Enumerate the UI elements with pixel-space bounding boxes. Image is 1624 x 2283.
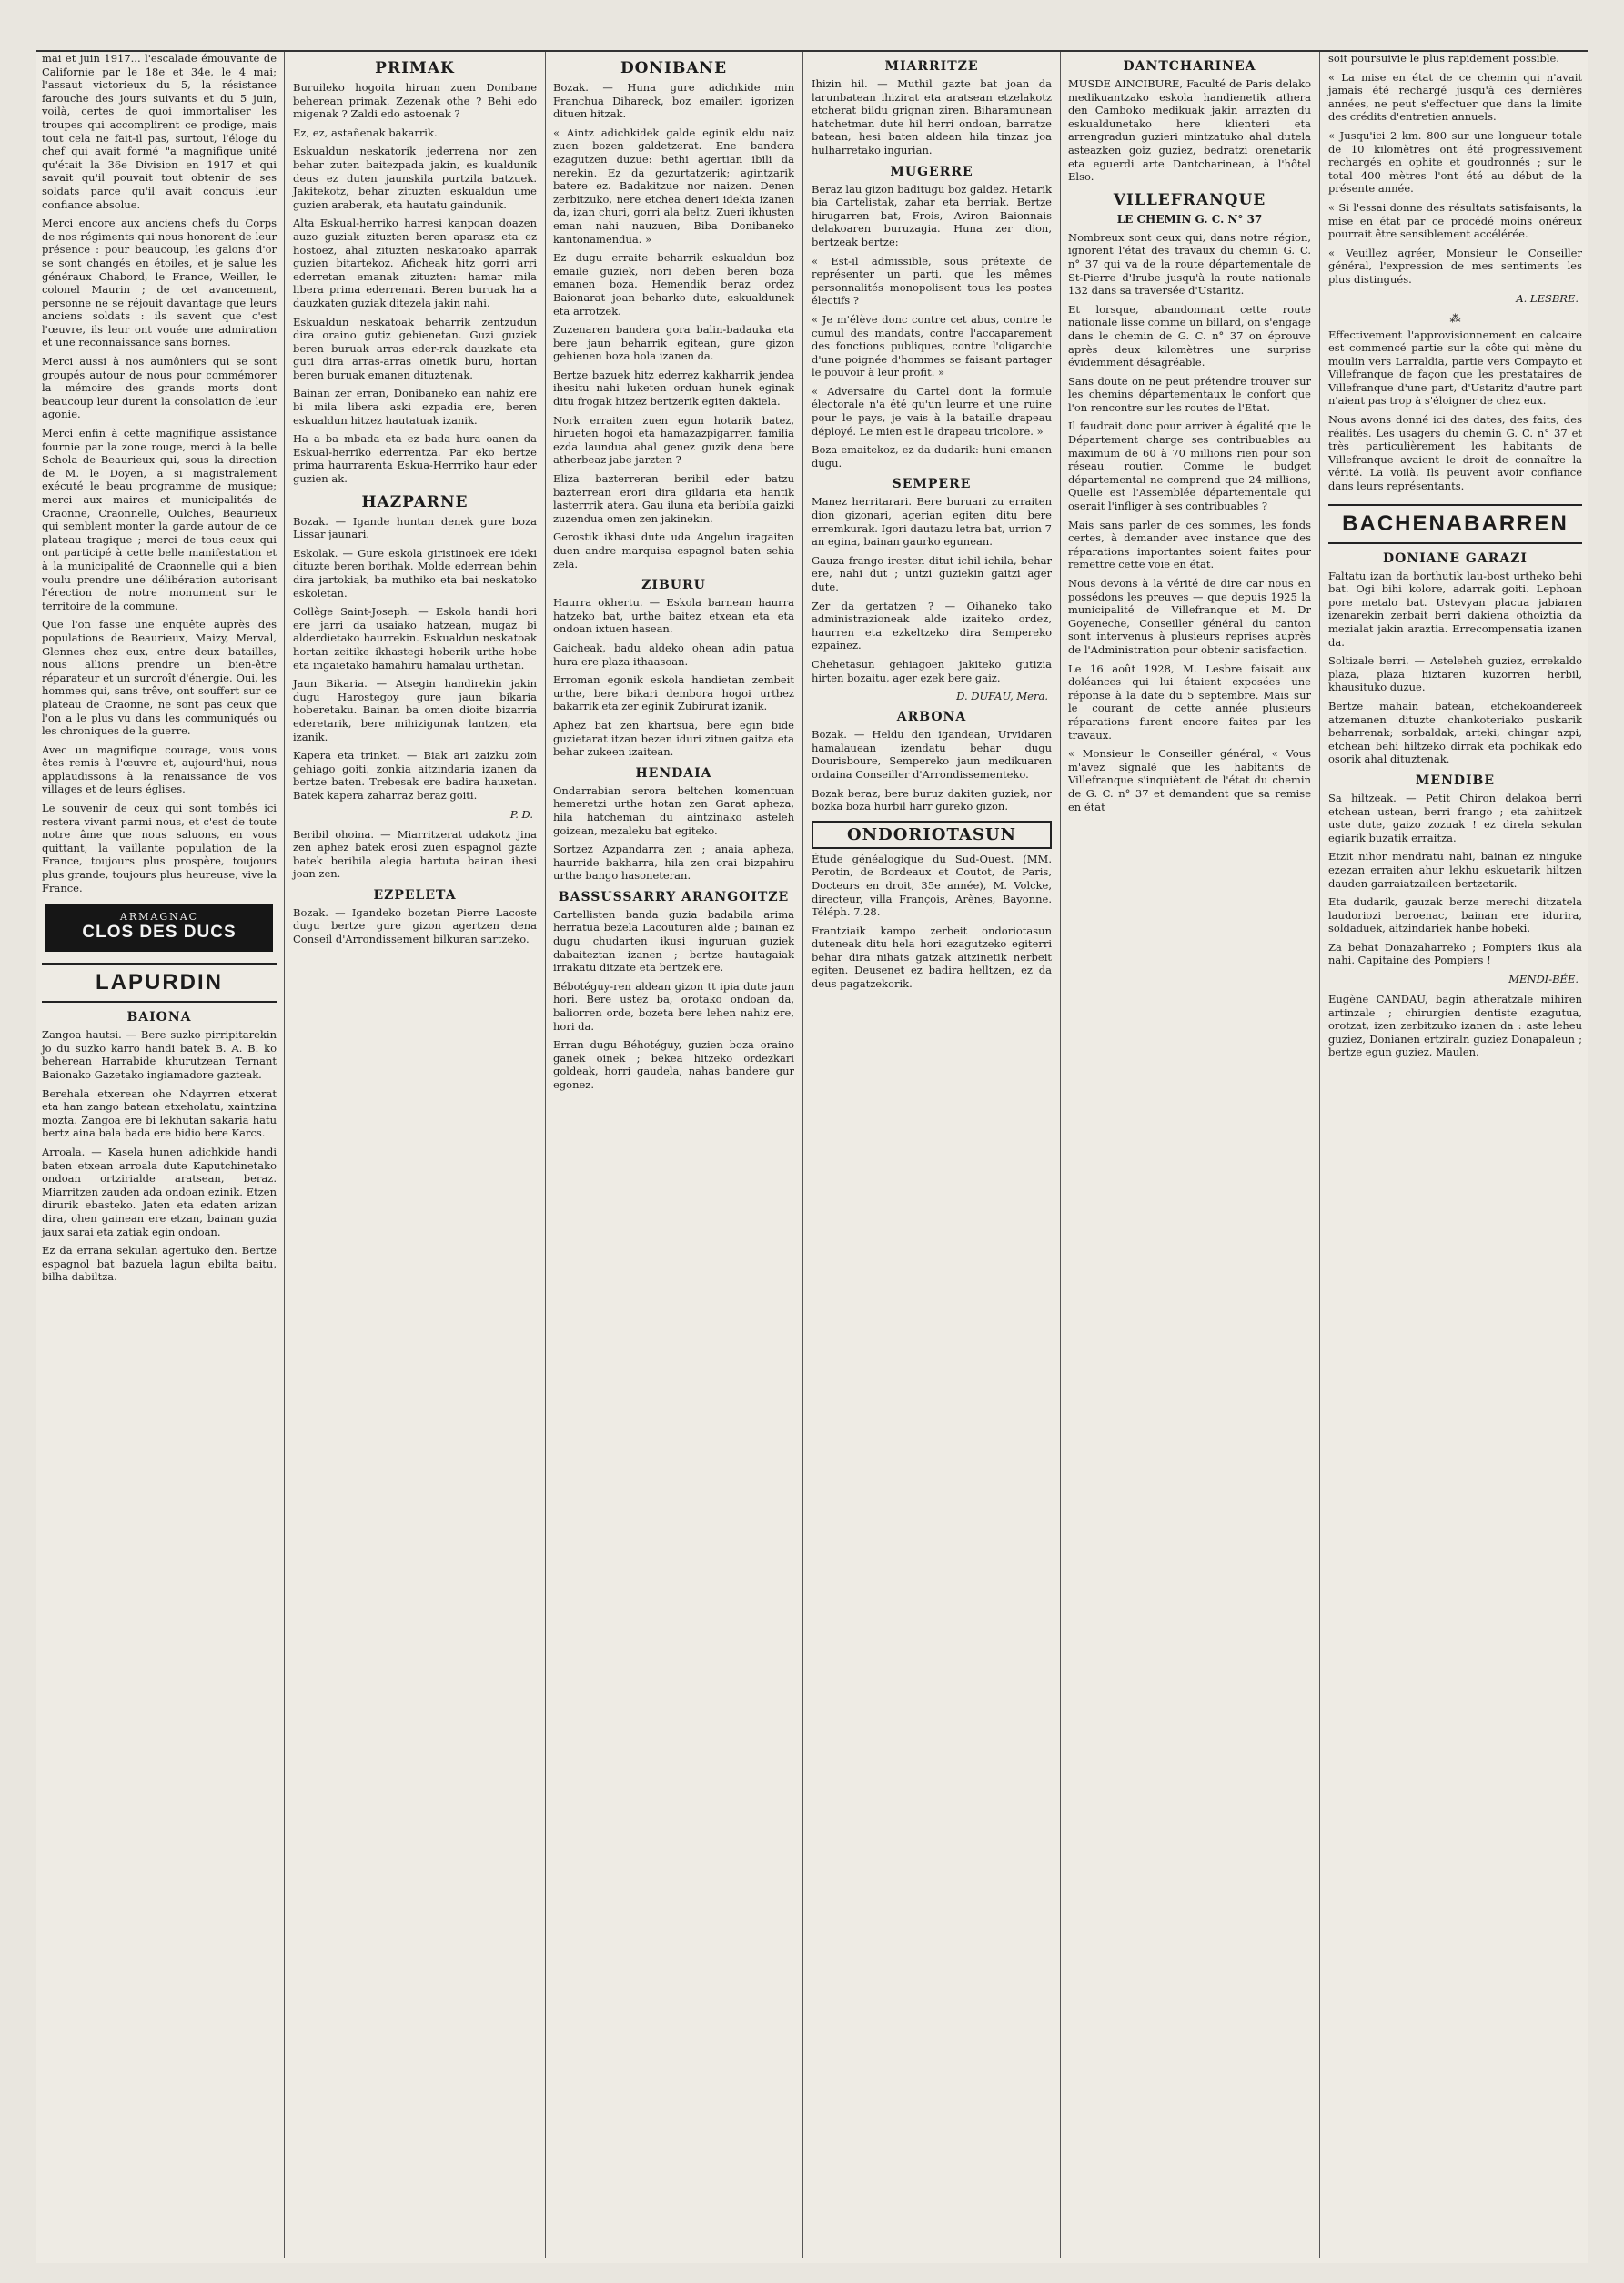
article-paragraph: Za behat Donazaharreko ; Pompiers ikus ala nahi. Capitaine des Pompiers ! — [1328, 940, 1582, 967]
article-paragraph: Il faudrait donc pour arriver à égalité que le Département charge ses contribuables au maximum de 60 à 70 millions rien pour son réseau routier. Comme le budget départemental ne comprend que 24 millions, Quelle est l'Assemblée départementale qui oserait l'infliger à ses contribuables ? — [1068, 419, 1311, 513]
section-heading: ZIBURU — [641, 578, 706, 593]
article-paragraph: Zer da gertatzen ? — Oihaneko tako administrazioneak alde izaiteko ordez, haurren eta ezkeltzeko dira Sempereko ezpainez. — [812, 599, 1052, 652]
article-paragraph: Zangoa hautsi. — Bere suzko pirripitarekin jo du suzko karro handi batek B. A. B. ko beherean Harrabide khurutzean Ternant Baionako Gazetako ingiamadore gazteak. — [42, 1028, 277, 1081]
article-paragraph: MUSDE AINCIBURE, Faculté de Paris delako medikuantzako eskola handienetik athera den Camboko medikuak jakin arrazten du eskualdunetako here klienteri eta arrengradun guzieri mintzatuko ahal dutela asteazken goiz guziez, bedratzi orenetarik eta eguerdi arte Dantcharinean, à l'hôtel Elso. — [1068, 77, 1311, 184]
article-paragraph: Gerostik ikhasi dute uda Angelun iragaiten duen andre marquisa espagnol baten sehia zela. — [553, 530, 794, 571]
article-paragraph: Eskualdun neskatorik jederrena nor zen behar zuten baitezpada jakin, es kualdunik deus ez duten jaunskila purtzila batzuek. Jakitekotz, behar zituzten eskualdun ume guzien araberak, eta hautatu gaindunik. — [293, 145, 537, 211]
section-heading: VILLEFRANQUE — [1113, 190, 1266, 209]
column-rule — [545, 52, 546, 2258]
article-paragraph: Haurra okhertu. — Eskola barnean haurra hatzeko bat, urthe baitez etxean eta eta ondoan ixtuen hasean. — [553, 596, 794, 636]
article-paragraph: Etzit nihor mendratu nahi, bainan ez ninguke ezezan erraiten ahur lekhu eskuetarik hiltzen dauden garraiatzaileen bertzetarik. — [1328, 850, 1582, 890]
article-paragraph: Beraz lau gizon baditugu boz galdez. Hetarik bia Cartelistak, zahar eta berriak. Bertze hirugarren bat, Frois, Aviron Baionnais delakoaren buruzagia. Huna zer dion, bertzeak bertze: — [812, 182, 1052, 248]
article-paragraph: Ez dugu erraite beharrik eskualdun boz emaile guziek, nori deben beren boza emanen boza. Hemendik beraz ordez Baionarat joan beharko dute, eskualdunek eta arrotzek. — [553, 251, 794, 318]
article-paragraph: Ez da errana sekulan agertuko den. Bertze espagnol bat bazuela lagun ebilta baitu, bilha dabiltza. — [42, 1244, 277, 1284]
article-paragraph: Eskualdun neskatoak beharrik zentzudun dira oraino gutiz gehienetan. Guzi guziek beren buruak arras eder-rak dauzkate eta guti dira arras-arras oinetik buru, hortan beren buruak emanen dituztenak. — [293, 315, 537, 381]
author-signature: P. D. — [509, 807, 533, 821]
section-heading: MIARRITZE — [884, 59, 979, 74]
column-2 — [287, 52, 542, 2258]
article-paragraph: Kapera eta trinket. — Biak ari zaizku zoin gehiago goiti, zonkia aitzindaria izanen da bertze baten. Trebesak ere badira hauxetan. Batek kapera zaharraz beraz goiti. — [293, 749, 537, 802]
article-paragraph: Merci enfin à cette magnifique assistance fournie par la zone rouge, merci à la belle Schola de Beaurieux qui, sous la direction de M. le Doyen, a si magistralement exécuté le beau programme de musique; merci aux maires et municipalités de Craonne, Craonnelle, Oulches, Beaurieux qui semblent monter la garde autour de ce plateau tragique ; merci de tous ceux qui ont participé à cette belle manifestation et à la municipalité de Craonnelle qui a bien voulu prendre une délibération autorisant l'érection de notre monument sur le territoire de la commune. — [42, 427, 277, 612]
ad-line-2: CLOS DES DUCS — [82, 923, 237, 943]
article-paragraph: Et lorsque, abandonnant cette route nationale lisse comme un billard, on s'engage dans le chemin de G. C. n° 37 on éprouve après deux kilomètres une surprise évidemment désagréable. — [1068, 302, 1311, 369]
section-heading: BASSUSSARRY ARANGOITZE — [558, 889, 790, 904]
section-heading: HAZPARNE — [361, 492, 469, 511]
section-heading: EZPELETA — [373, 887, 457, 903]
article-paragraph: Bozak beraz, bere buruz dakiten guziek, nor bozka boza hurbil harr gureko gizon. — [812, 786, 1052, 813]
article-paragraph: Ondarrabian serora beltchen komentuan hemeretzi urthe hotan zen Garat apheza, hila hatcheman du aintzinako asteleh goizean, mezaleku bat egiteko. — [553, 783, 794, 837]
article-paragraph: Nous devons à la vérité de dire car nous en possédons les preuves — que depuis 1925 la municipalité de Villefranque et M. Dr Goyeneche, Conseiller général du canton sont intervenus à plusieurs reprises auprès de l'Administration pour obtenir satisfaction. — [1068, 577, 1311, 656]
section-heading: MENDIBE — [1415, 773, 1496, 788]
article-paragraph: Que l'on fasse une enquête auprès des populations de Beaurieux, Maizy, Merval, Glennes chez eux, entre deux batailles, nous allions prendre un bien-être réparateur et un surcroît d'énergie. Oui, les hommes qui, sans trêve, ont souffert sur ce plateau de Craonne, ne sont pas ceux que l'on a le plus vu dans les communiqués ou les chroniques de la guerre. — [42, 618, 277, 738]
article-paragraph: Bertze mahain batean, etchekoandereek atzemanen dituzte chankoteriako puskarik beharrenak; sorbaldak, arteki, chingar azpi, etchean behi hiltzeko dirrak eta pochikak edo osorik ahal dituztenak. — [1328, 699, 1582, 766]
region-heading: LAPURDIN — [42, 963, 277, 1003]
article-paragraph: Erroman egonik eskola handietan zembeit urthe, bere bikari dembora hogoi urthez bakarrik eta zer eginik Zubirurat izanik. — [553, 673, 794, 713]
article-paragraph: Bozak. — Igande huntan denek gure boza Lissar jaunari. — [293, 514, 537, 541]
section-heading: ONDORIOTASUN — [812, 821, 1052, 849]
newspaper-page — [36, 50, 1588, 2263]
author-signature: A. LESBRE. — [1516, 291, 1579, 305]
article-paragraph: Sans doute on ne peut prétendre trouver sur les chemins départementaux le confort que l'on rencontre sur les routes de l'Etat. — [1068, 374, 1311, 414]
article-paragraph: Le 16 août 1928, M. Lesbre faisait aux doléances qui lui étaient exposées une réponse à la date du 5 septembre. Mais sur le courant de cette année plusieurs réparations furent encore faites par les travaux. — [1068, 662, 1311, 742]
article-paragraph: Soltizale berri. — Asteleheh guziez, errekaldo plaza, plaza hiztaren kuzorren herbil, khausituko duzue. — [1328, 654, 1582, 694]
column-rule — [1319, 52, 1320, 2258]
article-paragraph: « Si l'essai donne des résultats satisfaisants, la mise en état par ce procédé moins onéreux pourrait être sensiblement accélérée. — [1328, 200, 1582, 241]
article-paragraph: Bozak. — Huna gure adichkide min Franchua Dihareck, boz emaileri igorizen dituen hitzak. — [553, 81, 794, 121]
article-paragraph: Boza emaitekoz, ez da dudarik: huni emanen dugu. — [812, 443, 1052, 470]
section-heading: DONIBANE — [620, 59, 728, 77]
article-subheading: LE CHEMIN G. C. N° 37 — [1116, 212, 1263, 226]
article-paragraph: Ez, ez, astañenak bakarrik. — [293, 126, 438, 139]
article-paragraph: Cartellisten banda guzia badabila arima herratua bezela Lacouturen alde ; bainan ez dugu chudarten ikusi inguruan guziek dabaiteztan izanen ; bertze hautagaiak irrakatu ditzate eta bertzek ere. — [553, 907, 794, 975]
article-paragraph: Sa hiltzeak. — Petit Chiron delakoa berri etchean ustean, berri frango ; eta zahiitzek uste dute, gaizo zozuak ! ez direla sekulan egiarik buzatik erraitza. — [1328, 791, 1582, 844]
column-rule — [284, 52, 285, 2258]
article-paragraph: « La mise en état de ce chemin qui n'avait jamais été rechargé jusqu'à ces dernières années, ne peut s'effectuer que dans la limite des crédits d'entretien annuels. — [1328, 70, 1582, 124]
column-5 — [1063, 52, 1316, 2258]
column-rule — [1060, 52, 1061, 2258]
article-paragraph: « Veuillez agréer, Monsieur le Conseiller général, l'expression de mes sentiments les plus distingués. — [1328, 246, 1582, 286]
article-paragraph: Zuzenaren bandera gora balin-badauka eta bere jaun beharrik egitean, gure gizon gehienen boza hola izanen da. — [553, 323, 794, 363]
article-paragraph: Frantziaik kampo zerbeit ondoriotasun duteneak ditu hela hori ezagutzeko egiterri behar dira nihats gatzak aitzinetik nerbeit egiten. Deusenet ez badira helltzen, ez da deus pagatzekorik. — [812, 924, 1052, 991]
section-heading: PRIMAK — [375, 59, 455, 77]
article-paragraph: « Je m'élève donc contre cet abus, contre le cumul des mandats, contre l'accaparement des fonctions publiques, contre l'oligarchie d'une poignée d'hommes se faisant partager le pouvoir à leur profit. » — [812, 312, 1052, 379]
article-paragraph: « Monsieur le Conseiller général, « Vous m'avez signalé que les habitants de Villefranque s'inquiètent de l'état du chemin de G. C. n° 37 et demandent que sa remise en état — [1068, 747, 1311, 813]
author-signature: D. DUFAU, Mera. — [956, 690, 1048, 703]
section-heading: ARBONA — [896, 710, 967, 725]
section-heading: DONIANE GARAZI — [1383, 551, 1528, 566]
article-paragraph: Eta dudarik, gauzak berze merechi ditzatela laudoriozi beroenac, bainan ere idurira, soldaduek, aitzindariek hanbe hobeki. — [1328, 895, 1582, 935]
article-paragraph: Avec un magnifique courage, vous vous êtes remis à l'œuvre et, aujourd'hui, nous applaudissons à la renaissance de vos villages et de leurs églises. — [42, 742, 277, 796]
region-heading: BACHENABARREN — [1328, 504, 1582, 544]
article-paragraph: Bozak. — Heldu den igandean, Urvidaren hamalauean izendatu behar dugu Dourisboure, Sempereko jaun medikuaren ordaina Conseiller d'Arrondissementeko. — [812, 728, 1052, 781]
article-paragraph: Jaun Bikaria. — Atsegin handirekin jakin dugu Harostegoy gure jaun bikaria hoberetaku. Bainan ba omen dioite bizarria ederetarik, bere mihizigunak lantzen, eta izanik. — [293, 677, 537, 743]
author-signature: MENDI-BÉE. — [1508, 973, 1579, 986]
article-paragraph: Beribil ohoina. — Miarritzerat udakotz jina zen aphez batek erosi zuen espagnol gazte batek beribila alegia hartuta bainan ihesi joan zen. — [293, 827, 537, 881]
article-paragraph: Merci encore aux anciens chefs du Corps de nos régiments qui nous honorent de leur présence : pour beaucoup, les galons d'or se sont changés en étoiles, et je salue les généraux Chabord, le France, Weiller, le colonel Maurin ; de cet avancement, personne ne se réjouit davantage que leurs anciens soldats : ils savent que c'est l'œuvre, ils leur ont vouée une admiration et une reconnaissance sans bornes. — [42, 217, 277, 349]
article-paragraph: mai et juin 1917... l'escalade émouvante de Californie par le 18e et 34e, le 4 mai; l'assaut victorieux du 5, la résistance farouche des jours suivants et du 5 juin, voilà, certes de quoi immortaliser les troupes qui accomplirent ce prodige, mais tout cela ne fait-il pas, surtout, l'éloge du chef qui avait formé "a magnifique unité qu'était la 36e Division en 1917 et qui savait qu'il pouvait tout obtenir de ses soldats parce qu'il avait conquis leur confiance absolue. — [42, 52, 277, 211]
article-paragraph: Merci aussi à nos aumôniers qui se sont groupés autour de nous pour commémorer la mémoire des grands morts dont beaucoup leur durent la consolation de leur agonie. — [42, 355, 277, 421]
article-paragraph: Berehala etxerean ohe Ndayrren etxerat eta han zango batean etxeholatu, xaintzina mozta. Zangoa ere bi lekhutan sakaria hatu bertz aina bala bada ere bidio bere Karcs. — [42, 1086, 277, 1140]
ad-line-1: ARMAGNAC — [119, 911, 199, 924]
article-paragraph: Nork erraiten zuen egun hotarik batez, hirueten hogoi eta hamazazpigarren familia ezda laundua ahal genez guzik dena bere atherbeaz jabe jarzten ? — [553, 413, 794, 467]
article-paragraph: Mais sans parler de ces sommes, les fonds certes, à demander avec instance que des réparations importantes soient faites pour remettre cette voie en état. — [1068, 518, 1311, 571]
article-paragraph: Gauza frango iresten ditut ichil ichila, behar ere, nahi dut ; untzi guziekin gaitzi ager dute. — [812, 553, 1052, 593]
advertisement-banner — [45, 904, 273, 952]
article-paragraph: Étude généalogique du Sud-Ouest. (MM. Perotin, de Bordeaux et Coutot, de Paris, Docteurs en droit, 35e année), M. Volcke, directeur, villa François, Arènes, Bayonne. Téléph. 7.28. — [812, 852, 1052, 919]
article-paragraph: Bainan zer erran, Donibaneko ean nahiz ere bi mila libera aski ezpadia ere, beren eskualdun hitzez hautatuak izanik. — [293, 387, 537, 427]
section-heading: HENDAIA — [635, 765, 712, 781]
article-paragraph: Gaicheak, badu aldeko ohean adin patua hura ere plaza ithaasoan. — [553, 641, 794, 668]
article-paragraph: « Jusqu'ici 2 km. 800 sur une longueur totale de 10 kilomètres ont été progressivement rechargés en ophite et goudronnés ; sur le total 400 mètres l'ont été au début de la présente année. — [1328, 128, 1582, 196]
column-6 — [1323, 52, 1588, 2258]
article-paragraph: Ha a ba mbada eta ez bada hura oanen da Eskual-herriko ederrentza. Par eko bertze prima haurrarenta Eskua-Herrriko haur eder guzien ak. — [293, 432, 537, 486]
article-paragraph: Manez herritarari. Bere buruari zu erraiten dion gizonari, agerian egiten ditu bere erremkurak. Igori dautazu letra bat, urrion 7 an egina, bainan gaurko egunean. — [812, 495, 1052, 549]
article-paragraph: Alta Eskual-herriko harresi kanpoan doazen auzo guziak zituzten beren aparasz eta ez hostoez, ahal zituzten neskatoako aparrak guzien bitartekoz. Aficheak hitz gorri arri ederretan emanak zituzten: hamar mila libera prima ederrenari. Beren buruak ha a dauzkaten guziak ditezela jakin nahi. — [293, 217, 537, 309]
article-paragraph: Buruileko hogoita hiruan zuen Donibane beherean primak. Zezenak othe ? Behi edo migenak ? Zaldi edo astoenak ? — [293, 81, 537, 121]
article-paragraph: Eugène CANDAU, bagin atheratzale mihiren artinzale ; chirurgien dentiste ezagutua, orotzat, izen zerbitzuko izanen da : aste leheu guziez, Donianen ertziraln guziez Donapaleun ; bertze egun guziez, Maulen. — [1328, 993, 1582, 1059]
article-paragraph: Erran dugu Béhotéguy, guzien boza oraino ganek oinek ; bekea hitzeko ordezkari goldeak, horri gaudela, nahas bandere gur egonez. — [553, 1038, 794, 1091]
article-paragraph: Aphez bat zen khartsua, bere egin bide guzietarat itzan bezen iduri zituen gaitza eta behar zukeen izaitean. — [553, 718, 794, 759]
article-paragraph: Bébotéguy-ren aldean gizon tt ipia dute jaun hori. Bere ustez ba, orotako ondoan da, baliorren orde, bozeta bere lehen nahiz ere, hori da. — [553, 979, 794, 1033]
article-paragraph: Nous avons donné ici des dates, des faits, des réalités. Les usagers du chemin G. C. n° 37 et très particulièrement les habitants de Villefranque avaient le droit de connaître la vérité. La voilà. Ils peuvent avoir confiance dans leurs représentants. — [1328, 413, 1582, 493]
section-heading: MUGERRE — [890, 164, 973, 179]
column-1 — [36, 52, 282, 2258]
column-rule — [802, 52, 803, 2258]
article-paragraph: soit poursuivie le plus rapidement possible. — [1328, 52, 1559, 65]
article-paragraph: Faltatu izan da borthutik lau-bost urtheko behi bat. Ogi bihi kolore, adarrak goiti. Lephoan pore metalo bat. Ustevyan placua jabiaren izenarekin zerbait berri dakiena othoiztia da mezialat jakin araztia. Errecompensatia izanen da. — [1328, 569, 1582, 649]
article-paragraph: Effectivement l'approvisionnement en calcaire est commencé partie sur la côte qui mène du moulin vers Larraldia, partie vers Compayto et Villefranque de façon que les prestataires de Villefranque d'une part, d'Ustaritz d'autre part n'aient pas trop à s'éloigner de chez eux. — [1328, 328, 1582, 408]
article-paragraph: Bozak. — Igandeko bozetan Pierre Lacoste dugu bertze gure gizon agertzen dena Conseil d'Arrondissement bilkuran sartzeko. — [293, 905, 537, 946]
article-paragraph: Le souvenir de ceux qui sont tombés ici restera vivant parmi nous, et c'est de toute notre âme que nous saluons, en vous quittant, la vaillante population de la France, toujours plus prospère, toujours plus grande, toujours plus heureuse, vive la France. — [42, 802, 277, 894]
article-paragraph: Ihizin hil. — Muthil gazte bat joan da larunbatean ihizirat eta aratsean etzelakotz etcherat bildu grignan ziren. Biharamunean hatchetman dute hil herri ondoan, barratze batean, hesi baten aldean hila tinzaz joa hulharretako ingurian. — [812, 77, 1052, 157]
section-heading: SEMPERE — [892, 477, 972, 492]
article-paragraph: Bertze bazuek hitz ederrez kakharrik jendea ihesitu nahi luketen orduan hunek eginak ditu frogak hitzez bertzerik egiten dakiela. — [553, 368, 794, 409]
section-heading: DANTCHARINEA — [1123, 59, 1256, 74]
article-paragraph: Arroala. — Kasela hunen adichkide handi baten etxean arroala dute Kaputchinetako ondoan ortzirialde aratsean, beraz. Miarritzen zauden ada ondoan ezinik. Etzen dirurik ebasteko. Jaten eta edaten arizan dira, ohen gainean ere etzan, bainan guzia jaux sarai eta zatiak egin ondoan. — [42, 1145, 277, 1238]
separator-asterism: ⁂ — [1449, 311, 1461, 325]
column-3 — [548, 52, 800, 2258]
article-paragraph: Sortzez Azpandarra zen ; anaia apheza, haurride bakharra, hila zen orai bizpahiru urthe bango hasoneteran. — [553, 843, 794, 883]
section-heading: BAIONA — [126, 1010, 192, 1025]
article-paragraph: « Est-il admissible, sous prétexte de représenter un parti, que les mêmes personnalités monopolisent tous les postes électifs ? — [812, 254, 1052, 308]
column-4 — [806, 52, 1057, 2258]
article-paragraph: Collège Saint-Joseph. — Eskola handi hori ere jarri da usaiako hatzean, mugaz bi alderdietako haurrekin. Eskualdun neskatoak hortan zeitike ikhastegi hoberik urthe hobe eta ingaietako hamahiru hamalau urthetan. — [293, 605, 537, 672]
article-paragraph: Nombreux sont ceux qui, dans notre région, ignorent l'état des travaux du chemin G. C. n° 37 qui va de la route départementale de St-Pierre d'Irube jusqu'à la route nationale 132 dans sa traversée d'Ustaritz. — [1068, 230, 1311, 298]
article-paragraph: Eskolak. — Gure eskola giristinoek ere ideki dituzte beren borthak. Molde ederrean behin dira jartokiak, ba muthiko eta bai neskatoko eskoletan. — [293, 546, 537, 600]
article-paragraph: Eliza bazterreran beribil eder batzu bazterrean erori dira gildaria eta hantik lasterrrik atera. Gau iluna eta beribila gaizki zuzendua omen zen jakinekin. — [553, 472, 794, 525]
article-paragraph: « Aintz adichkidek galde eginik eldu naiz zuen bozen galdetzerat. Ene bandera ezagutzen duzue: bethi agertian ibili da nerekin. Ez da gezurtatzerik; agintzarik batere ez. Badakitzue nor naizen. Denen zerbitzuko, nere etchea deneri idekia izanen da, izan churi, gorri ala beltz. Zueri ikhusten eman nahi nauzuen, Biba Donibaneko kantonamendua. » — [553, 126, 794, 246]
article-paragraph: Chehetasun gehiagoen jakiteko gutizia hirten bozaitu, ager ezek bere gaiz. — [812, 657, 1052, 684]
article-paragraph: « Adversaire du Cartel dont la formule électorale n'a été qu'un leurre et une ruine pour le pays, je vais à la bataille drapeau déployé. Le mien est le drapeau tricolore. » — [812, 384, 1052, 438]
